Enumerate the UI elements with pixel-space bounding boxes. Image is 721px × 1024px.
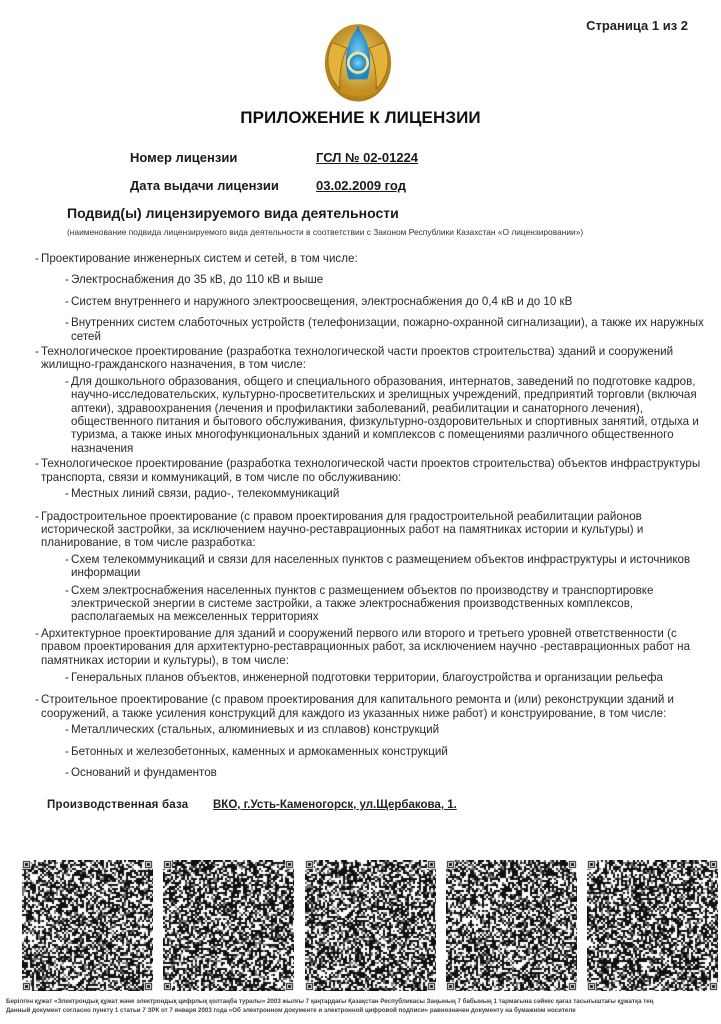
activity-subitem (35, 375, 705, 455)
activity-subitem (35, 316, 705, 343)
activity-item (35, 693, 705, 720)
qr-code-2 (163, 860, 294, 991)
activity-text: Градостроительное проектирование (с правом проектирования для градостроительной реабилитации районов исторической застройки, за исключением научно-реставрационных работ на памятниках истории и культуры) и планирование, в том числе разработка: (41, 509, 644, 550)
activity-subitem (35, 723, 705, 736)
bullet-dash: - (35, 626, 39, 640)
activity-subitem-text: Схем телекоммуникаций и связи для населенных пунктов с размещением объектов инфраструктуры и источников информации (71, 552, 691, 580)
issue-date-value: 03.02.2009 год (316, 178, 406, 193)
activity-subitem (35, 553, 705, 580)
bullet-dash: - (65, 670, 69, 684)
activity-item (35, 252, 705, 265)
activity-text: Технологическое проектирование (разработка технологической части проектов строительства) зданий и сооружений жилищно-гражданского назначения, в том числе: (41, 345, 674, 372)
activity-subitem-text: Систем внутреннего и наружного электроосвещения, электроснабжения до 0,4 кВ и до 10 кВ (71, 294, 573, 308)
activity-text: Архитектурное проектирование для зданий и сооружений первого или второго и третьего уровней ответственности (с правом проектирования для архитектурно-реставрационных работ, за исключением научно -реставрационных работ на памятниках истории и культуры), в том числе: (41, 626, 691, 667)
activity-subitem-text: Местных линий связи, радио-, телекоммуникаций (71, 487, 340, 501)
activity-subitem-text: Электроснабжения до 35 кВ, до 110 кВ и выше (71, 273, 324, 287)
activity-subitem-text: Генеральных планов объектов, инженерной подготовки территории, благоустройства и организации рельефа (71, 670, 663, 684)
activity-item (35, 345, 705, 372)
activity-subitem-text: Металлических (стальных, алюминиевых и из сплавов) конструкций (71, 723, 440, 737)
bullet-dash: - (65, 273, 69, 287)
qr-code-4 (446, 860, 577, 991)
bullet-dash: - (65, 552, 69, 566)
document-title: ПРИЛОЖЕНИЕ К ЛИЦЕНЗИИ (240, 108, 481, 127)
bullet-dash: - (65, 583, 69, 597)
page-number: Страница 1 из 2 (586, 18, 688, 33)
production-base-label: Производственная база (47, 799, 189, 811)
footer-line-ru: Данный документ согласно пункту 1 статьи 7 ЗРК от 7 января 2003 года «Об электронном документе и электронной цифровой подписи» равнозначен документу на бумажном носителе (6, 1007, 576, 1014)
license-number-label: Номер лицензии (130, 150, 238, 165)
bullet-dash: - (35, 252, 39, 265)
bullet-dash: - (35, 345, 39, 359)
activity-subitem-text: Бетонных и железобетонных, каменных и армокаменных конструкций (71, 744, 448, 758)
qr-code-3 (305, 860, 436, 991)
bullet-dash: - (65, 487, 69, 501)
activity-item (35, 627, 705, 667)
bullet-dash: - (65, 316, 69, 330)
legal-footer (6, 997, 653, 1015)
activity-subitem (35, 295, 705, 308)
bullet-dash: - (35, 693, 39, 707)
bullet-dash: - (65, 723, 69, 737)
activity-subitem (35, 671, 705, 684)
activity-subitem-text: Внутренних систем слаботочных устройств (телефонизации, пожарно-охранной сигнализации), а также их наружных сетей (71, 316, 704, 343)
activity-subitem (35, 487, 705, 500)
issue-date-label: Дата выдачи лицензии (130, 178, 279, 193)
activity-subitem (35, 745, 705, 758)
activity-text: Строительное проектирование (с правом проектирования для капитального ремонта и (или) реконструкции зданий и сооружений, а также усиления конструкций для каждого из указанных ниже работ) и конструирование, в том числе: (41, 693, 675, 720)
activity-subitem (35, 766, 705, 779)
activity-text: Технологическое проектирование (разработка технологической части проектов строительства) объектов инфраструктуры транспорта, связи и коммуникаций, в том числе по обслуживанию: (41, 457, 701, 484)
state-emblem-icon (312, 15, 404, 107)
subtypes-note: (наименование подвида лицензируемого вида деятельности в соответствии с Законом Республики Казахстан «О лицензировании») (67, 227, 584, 237)
bullet-dash: - (65, 766, 69, 779)
footer-line-kz: Берілген құжат «Электрондық құжат және электрондық цифрлық қолтаңба туралы» 2003 жылғы 7 қаңтардағы Қазақстан Республикасы Заңының 7 бабының 1 тармағына сәйкес қағаз тасығыштағы құжатқа тең (6, 998, 654, 1005)
activity-subitem-text: Схем электроснабжения населенных пунктов с размещением объектов по производству и транспортировке электрической энергии в системе застройки, а также электроснабжения производственных комплексов, располагаемых на межселенных территориях (71, 583, 654, 624)
activity-subitem (35, 273, 705, 286)
activity-subitem-text: Для дошкольного образования, общего и специального образования, интернатов, заведений по подготовке кадров, научно-исследовательских, культурно-просветительских и зрелищных учреждений, предприятий торговли (включая аптеки), здравоохранения (лечения и профилактики заболеваний, реабилитации и санаторного лечения), общественного питания и бытового обслуживания, физкультурно-оздоровительных и спортивных занятий, отдыха и туризма, а также иных многофункциональных зданий и комплексов с помещениями различного общественного назначения (71, 374, 699, 455)
qr-code-1 (22, 860, 153, 991)
qr-code-5 (587, 860, 718, 991)
bullet-dash: - (65, 374, 69, 388)
activity-text: Проектирование инженерных систем и сетей, в том числе: (41, 252, 358, 265)
production-base-value: ВКО, г.Усть-Каменогорск, ул.Щербакова, 1. (213, 799, 457, 811)
bullet-dash: - (35, 457, 39, 471)
activity-subitem (35, 584, 705, 624)
subtypes-heading: Подвид(ы) лицензируемого вида деятельности (67, 205, 399, 221)
bullet-dash: - (35, 509, 39, 523)
activities-list (35, 252, 705, 779)
bullet-dash: - (65, 744, 69, 758)
license-number-value: ГСЛ № 02-01224 (316, 150, 419, 165)
activity-subitem-text: Оснований и фундаментов (71, 766, 217, 779)
activity-item (35, 510, 705, 550)
activity-item (35, 457, 705, 484)
bullet-dash: - (65, 294, 69, 308)
